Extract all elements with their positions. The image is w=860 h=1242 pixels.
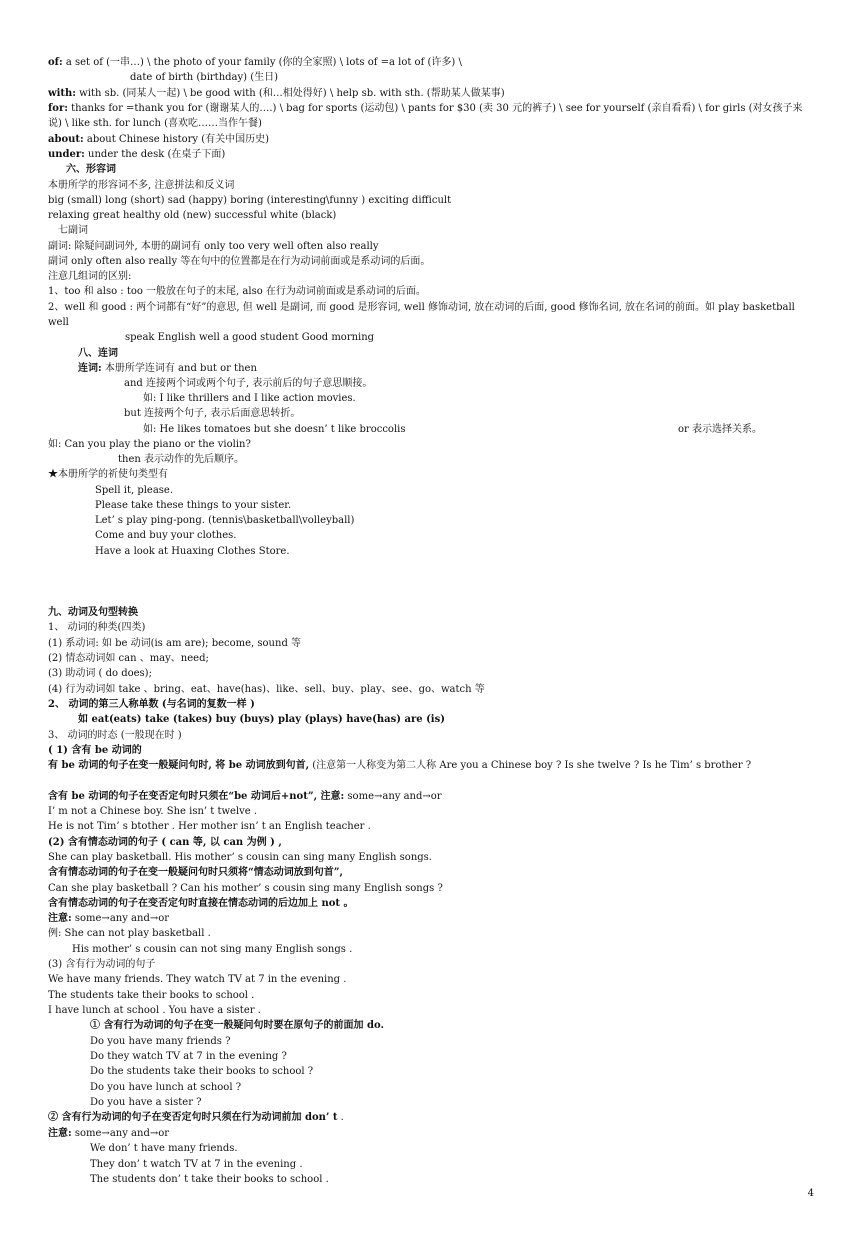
text-line — [48, 178, 816, 193]
text-line — [90, 1034, 816, 1049]
text-line — [95, 544, 816, 559]
bold-text-run: 如 eat(eats) take (takes) buy (buys) play (plays) have(has) are (is) — [78, 714, 445, 725]
text-run: Do they watch TV at 7 in the evening ? — [90, 1051, 287, 1062]
text-run: Do you have lunch at school ? — [90, 1082, 242, 1093]
text-line — [95, 528, 816, 543]
text-run: (3) 助动词 ( do does); — [48, 668, 152, 679]
bold-text-run: 九、动词及句型转换 — [48, 607, 138, 618]
text-line — [78, 361, 816, 376]
text-run: Do you have a sister ? — [90, 1097, 202, 1108]
bold-text-run: ① 含有行为动词的句子在变一般疑问句时要在原句子的前面加 do. — [90, 1020, 384, 1031]
text-line — [58, 223, 816, 238]
text-line — [48, 697, 816, 712]
bold-text-run: under: — [48, 149, 85, 160]
text-run: I have lunch at school . You have a sister . — [48, 1005, 261, 1016]
text-line — [48, 284, 816, 299]
text-run: He is not Tim’ s btother . Her mother isn’ t an English teacher . — [48, 821, 371, 832]
text-run: 注意几组词的区别: — [48, 271, 132, 282]
text-run: 七副词 — [58, 225, 88, 236]
text-line — [90, 1080, 816, 1095]
bold-text-run: 2、 动词的第三人称单数 (与名词的复数一样 ) — [48, 699, 255, 710]
text-line — [72, 942, 816, 957]
bold-text-run: 六、形容词 — [66, 164, 116, 175]
bold-text-run: (2) 含有情态动词的句子 ( can 等, 以 can 为例 ) , — [48, 837, 282, 848]
text-line — [48, 758, 816, 773]
text-line — [90, 1049, 816, 1064]
text-line — [48, 651, 816, 666]
bold-text-run: with: — [48, 88, 76, 99]
text-line — [48, 804, 816, 819]
text-run: His mother’ s cousin can not sing many English songs . — [72, 944, 353, 955]
text-line — [48, 865, 816, 880]
text-line — [48, 132, 816, 147]
text-line — [48, 988, 816, 1003]
bold-text-run: 八、连词 — [78, 348, 118, 359]
text-run: 本册所学连词有 and but or then — [101, 363, 257, 374]
bold-text-run: 含有 be 动词的句子在变否定句时只须在“be 动词后+not”, 注意: — [48, 791, 345, 802]
text-run: under the desk (在桌子下面) — [84, 149, 226, 160]
bold-text-run: for: — [48, 103, 68, 114]
bold-text-run: 含有情态动词的句子在变否定句时直接在情态动词的后边加上 not 。 — [48, 898, 354, 909]
text-line — [48, 620, 816, 635]
text-line — [90, 1141, 816, 1156]
text-run: 副词: 除疑问副词外, 本册的副词有 only too very well often also really — [48, 241, 379, 252]
text-line — [48, 789, 816, 804]
bold-text-run: of: — [48, 57, 63, 68]
text-line — [48, 208, 816, 223]
text-line — [143, 391, 816, 406]
text-line — [48, 850, 816, 865]
text-line — [48, 101, 816, 132]
text-run: Can she play basketball ? Can his mother’ s cousin sing many English songs ? — [48, 883, 443, 894]
text-run: thanks for =thank you for (谢谢某人的….) \ bag for sports (运动包) \ pants for $30 (卖 30 元的裤子) \ see for yourself (亲自看看) \ for girls (对女孩子来说) \ like sth. for lunch (喜欢吃……当作午餐) — [48, 103, 803, 130]
text-line — [48, 666, 816, 681]
text-run: (注意第一人称变为第二人称 Are you a Chinese boy ? Is she twelve ? Is he Tim’ s brother ? — [309, 760, 752, 771]
text-run: Please take these things to your sister. — [95, 500, 292, 511]
text-run: 2、well 和 good : 两个词都有“好”的意思, 但 well 是副词, 而 good 是形容词, well 修饰动词, 放在动词的后面, good 修饰名词, 放在名词的前面。如 play basketball well — [48, 302, 795, 329]
text-line — [78, 712, 816, 727]
text-run: 本册所学的形容词不多, 注意拼法和反义词 — [48, 180, 235, 191]
text-line — [48, 728, 816, 743]
text-run: 副词 only often also really 等在句中的位置都是在行为动词前面或是系动词的后面。 — [48, 256, 431, 267]
text-line — [48, 743, 816, 758]
text-run: The students don’ t take their books to school . — [90, 1174, 329, 1185]
text-run: I’ m not a Chinese boy. She isn’ t twelve . — [48, 806, 258, 817]
text-line — [48, 269, 816, 284]
text-run: about Chinese history (有关中国历史) — [83, 134, 270, 145]
text-run: ★本册所学的祈使句类型有 — [48, 469, 168, 480]
right-aligned-text: or 表示选择关系。 — [678, 424, 762, 435]
text-run: some→any and→or — [344, 791, 442, 802]
bold-text-run: ② 含有行为动词的句子在变否定句时只须在行为动词前加 don’ t — [48, 1112, 338, 1123]
text-line — [48, 1126, 816, 1141]
text-run: then 表示动作的先后顺序。 — [118, 454, 244, 465]
text-line — [124, 376, 816, 391]
text-line — [48, 254, 816, 269]
text-line — [48, 896, 816, 911]
text-run: but 连接两个句子, 表示后面意思转折。 — [124, 408, 301, 419]
bold-text-run: 注意: — [48, 913, 72, 924]
text-line — [48, 1110, 816, 1125]
text-run: (2) 情态动词如 can 、may、need; — [48, 653, 209, 664]
text-line — [90, 1018, 816, 1033]
text-line — [48, 926, 816, 941]
text-line — [95, 513, 816, 528]
page-number: 4 — [807, 1188, 814, 1199]
text-line — [48, 835, 816, 850]
text-line — [118, 452, 816, 467]
text-line — [90, 1095, 816, 1110]
text-run: 1、 动词的种类(四类) — [48, 622, 146, 633]
text-run: We have many friends. They watch TV at 7 in the evening . — [48, 974, 347, 985]
text-run: some→any and→or — [71, 913, 170, 924]
text-line — [48, 636, 816, 651]
text-run: Let’ s play ping-pong. (tennis\basketball\volleyball) — [95, 515, 355, 526]
text-line — [66, 162, 816, 177]
text-run: some→any and→or — [71, 1128, 170, 1139]
text-run: 例: She can not play basketball . — [48, 928, 211, 939]
text-run: Come and buy your clothes. — [95, 530, 237, 541]
text-line — [78, 346, 816, 361]
text-line — [143, 422, 816, 437]
text-run: . — [337, 1112, 344, 1123]
text-run: (4) 行为动词如 take 、bring、eat、have(has)、like、sell、buy、play、see、go、watch 等 — [48, 684, 485, 695]
text-run: a set of (一串…) \ the photo of your family (你的全家照) \ lots of =a lot of (许多) \ — [62, 57, 462, 68]
text-run: 如: He likes tomatoes but she doesn’ t like broccolis — [143, 424, 406, 435]
text-line — [48, 911, 816, 926]
text-line — [48, 467, 816, 482]
text-line — [48, 437, 816, 452]
text-run: 如: I like thrillers and I like action movies. — [143, 393, 356, 404]
text-run: The students take their books to school . — [48, 990, 255, 1001]
text-line — [48, 147, 816, 162]
bold-text-run: ( 1) 含有 be 动词的 — [48, 745, 142, 756]
bold-text-run: 有 be 动词的句子在变一般疑问句时, 将 be 动词放到句首, — [48, 760, 310, 771]
text-run: 如: Can you play the piano or the violin? — [48, 439, 251, 450]
text-line — [48, 881, 816, 896]
text-run: Do you have many friends ? — [90, 1036, 231, 1047]
text-line — [48, 972, 816, 987]
text-line — [90, 1064, 816, 1079]
text-line — [90, 1157, 816, 1172]
text-run: (1) 系动词: 如 be 动词(is am are); become, sound 等 — [48, 638, 302, 649]
text-line — [48, 682, 816, 697]
text-run: 1、too 和 also : too 一般放在句子的末尾, also 在行为动词前面或是系动词的后面。 — [48, 286, 426, 297]
text-run: 3、 动词的时态 (一般现在时 ) — [48, 730, 182, 741]
text-run: with sb. (同某人一起) \ be good with (和…相处得好) \ help sb. with sth. (帮助某人做某事) — [76, 88, 505, 99]
text-run: They don’ t watch TV at 7 in the evening . — [90, 1159, 303, 1170]
text-run: relaxing great healthy old (new) successful white (black) — [48, 210, 337, 221]
text-run: We don’ t have many friends. — [90, 1143, 238, 1154]
bold-text-run: 连词: — [78, 363, 102, 374]
text-run: speak English well a good student Good morning — [125, 332, 375, 343]
text-run: date of birth (birthday) (生日) — [130, 72, 279, 83]
text-line — [95, 498, 816, 513]
text-run: Spell it, please. — [95, 485, 174, 496]
text-line — [48, 957, 816, 972]
text-run: She can play basketball. His mother’ s cousin can sing many English songs. — [48, 852, 432, 863]
text-line — [95, 483, 816, 498]
text-run: big (small) long (short) sad (happy) boring (interesting\funny ) exciting difficult — [48, 195, 452, 206]
bold-text-run: 注意: — [48, 1128, 72, 1139]
text-line — [125, 330, 816, 345]
text-run: Have a look at Huaxing Clothes Store. — [95, 546, 290, 557]
text-line — [48, 86, 816, 101]
text-line — [48, 300, 816, 331]
text-line — [48, 55, 816, 70]
bold-text-run: 含有情态动词的句子在变一般疑问句时只须将“情态动词放到句首”, — [48, 867, 343, 878]
text-line — [48, 605, 816, 620]
text-line — [48, 239, 816, 254]
text-line — [48, 1003, 816, 1018]
text-line — [48, 819, 816, 834]
text-line — [90, 1172, 816, 1187]
text-line — [130, 70, 816, 85]
text-run: (3) 含有行为动词的句子 — [48, 959, 156, 970]
text-line — [124, 406, 816, 421]
text-line — [48, 193, 816, 208]
text-run: and 连接两个词或两个句子, 表示前后的句子意思顺接。 — [124, 378, 373, 389]
text-run: Do the students take their books to school ? — [90, 1066, 314, 1077]
bold-text-run: about: — [48, 134, 84, 145]
